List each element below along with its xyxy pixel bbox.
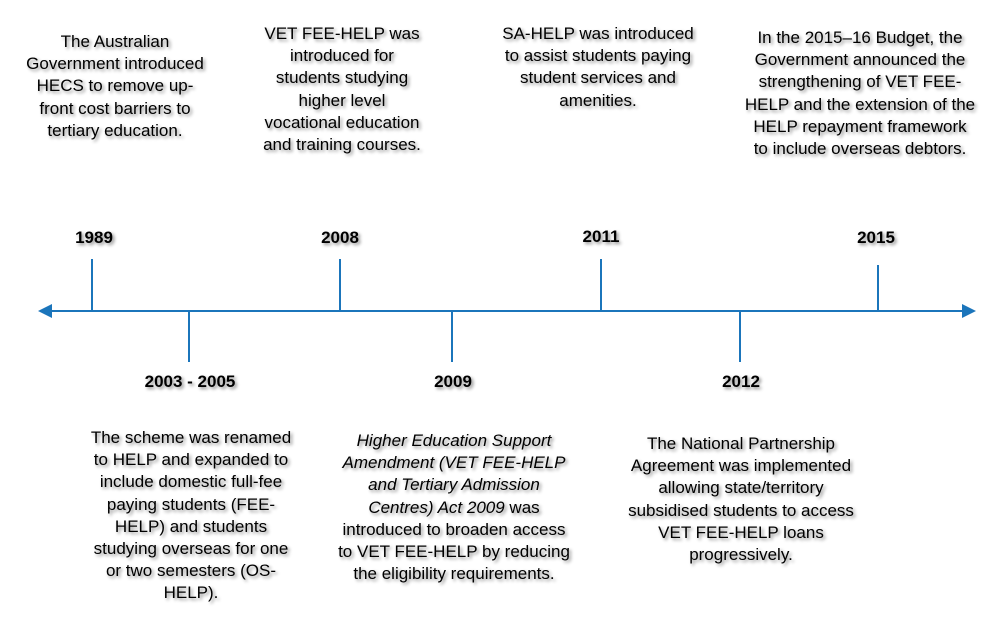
year-label-2011: 2011: [582, 227, 620, 246]
event-text-2008: VET FEE-HELP was introduced for students studying higher level vocational education and training courses.: [263, 24, 421, 155]
year-label-2012: 2012: [722, 372, 760, 391]
year-label-2008: 2008: [321, 228, 359, 247]
year-label-2009: 2009: [434, 372, 472, 391]
tick-1989: [91, 259, 93, 311]
event-text-2012: The National Partnership Agreement was implemented allowing state/territory subsidised students to access VET FEE-HELP loans progressively.: [628, 434, 854, 565]
tick-2011: [600, 259, 602, 311]
act-description: was introduced to broaden access to VET FEE-HELP by reducing the eligibility requirements.: [338, 497, 570, 584]
left-arrow-icon: [38, 304, 52, 318]
event-text-2015: In the 2015–16 Budget, the Government announced the strengthening of VET FEE-HELP and the extension of the HELP repayment framework to include overseas debtors.: [744, 28, 976, 159]
act-title: Higher Education Support Amendment (VET FEE-HELP and Tertiary Admission Centres) Act 2009: [342, 431, 566, 517]
right-arrow-icon: [962, 304, 976, 318]
tick-2003-2005: [188, 311, 190, 362]
year-label-2015: 2015: [857, 228, 895, 247]
event-text-2003-2005: The scheme was renamed to HELP and expanded to include domestic full-fee paying students (FEE-HELP) and students studying overseas for one or two semesters (OS-HELP).: [90, 428, 292, 603]
year-label-2003-2005: 2003 - 2005: [144, 372, 236, 391]
event-text-1989: The Australian Government introduced HECS to remove up-front cost barriers to tertiary education.: [26, 32, 204, 140]
tick-2015: [877, 265, 879, 311]
tick-2012: [739, 311, 741, 362]
year-label-1989: 1989: [75, 228, 113, 247]
tick-2008: [339, 259, 341, 311]
event-text-2009: [336, 430, 572, 585]
event-text-2011: SA-HELP was introduced to assist students paying student services and amenities.: [502, 24, 694, 110]
tick-2009: [451, 311, 453, 362]
